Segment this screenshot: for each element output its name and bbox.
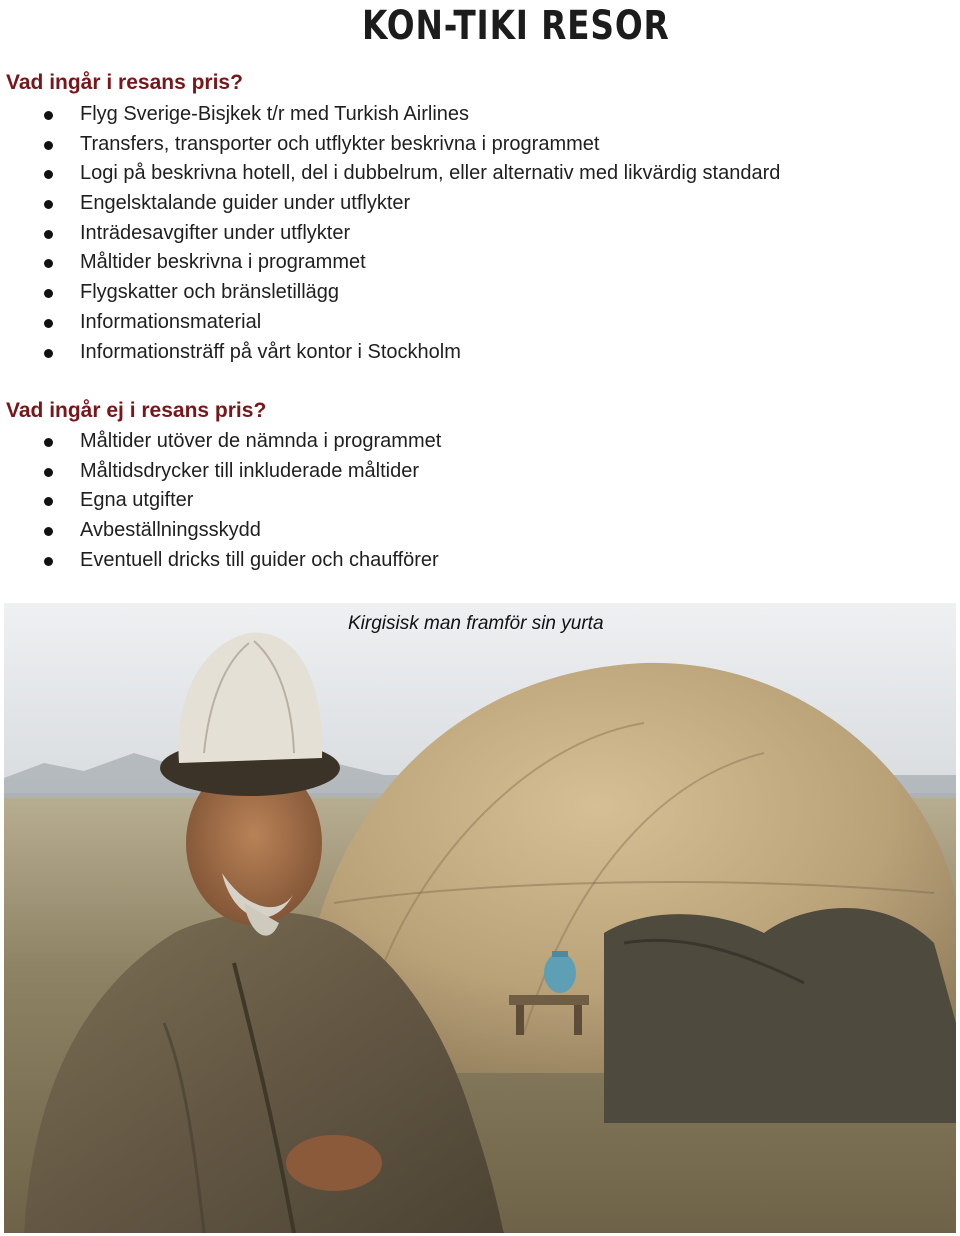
list-item: Engelsktalande guider under utflykter	[0, 189, 780, 219]
bullet-icon	[44, 259, 53, 268]
bullet-icon	[44, 111, 53, 120]
list-item: Informationsmaterial	[0, 308, 780, 338]
bullet-icon	[44, 349, 53, 358]
list-item: Avbeställningsskydd	[0, 516, 441, 546]
bullet-icon	[44, 230, 53, 239]
list-item: Flygskatter och bränsletillägg	[0, 278, 780, 308]
list-item: Egna utgifter	[0, 486, 441, 516]
photo-caption: Kirgisisk man framför sin yurta	[348, 613, 604, 634]
bullet-icon	[44, 497, 53, 506]
photo-illustration	[4, 603, 956, 1233]
brand-logo: KON-TIKI RESOR	[362, 3, 670, 49]
list-item: Måltidsdrycker till inkluderade måltider	[0, 457, 441, 487]
bullet-icon	[44, 289, 53, 298]
list-item: Transfers, transporter och utflykter beskrivna i programmet	[0, 130, 780, 160]
list-item: Flyg Sverige-Bisjkek t/r med Turkish Airlines	[0, 100, 780, 130]
list-item: Måltider utöver de nämnda i programmet	[0, 427, 441, 457]
list-item: Logi på beskrivna hotell, del i dubbelrum, eller alternativ med likvärdig standard	[0, 159, 780, 189]
bullet-icon	[44, 319, 53, 328]
included-heading: Vad ingår i resans pris?	[6, 71, 243, 94]
included-list	[0, 100, 780, 367]
bullet-icon	[44, 141, 53, 150]
list-item: Måltider beskrivna i programmet	[0, 248, 780, 278]
bullet-icon	[44, 557, 53, 566]
list-item: Eventuell dricks till guider och chaufförer	[0, 546, 441, 576]
list-item: Informationsträff på vårt kontor i Stockholm	[0, 338, 780, 368]
list-item: Inträdesavgifter under utflykter	[0, 219, 780, 249]
bullet-icon	[44, 527, 53, 536]
excluded-list	[0, 427, 441, 575]
yurt-photo	[4, 603, 956, 1233]
bullet-icon	[44, 170, 53, 179]
excluded-heading: Vad ingår ej i resans pris?	[6, 399, 267, 422]
bullet-icon	[44, 200, 53, 209]
bullet-icon	[44, 468, 53, 477]
bullet-icon	[44, 438, 53, 447]
